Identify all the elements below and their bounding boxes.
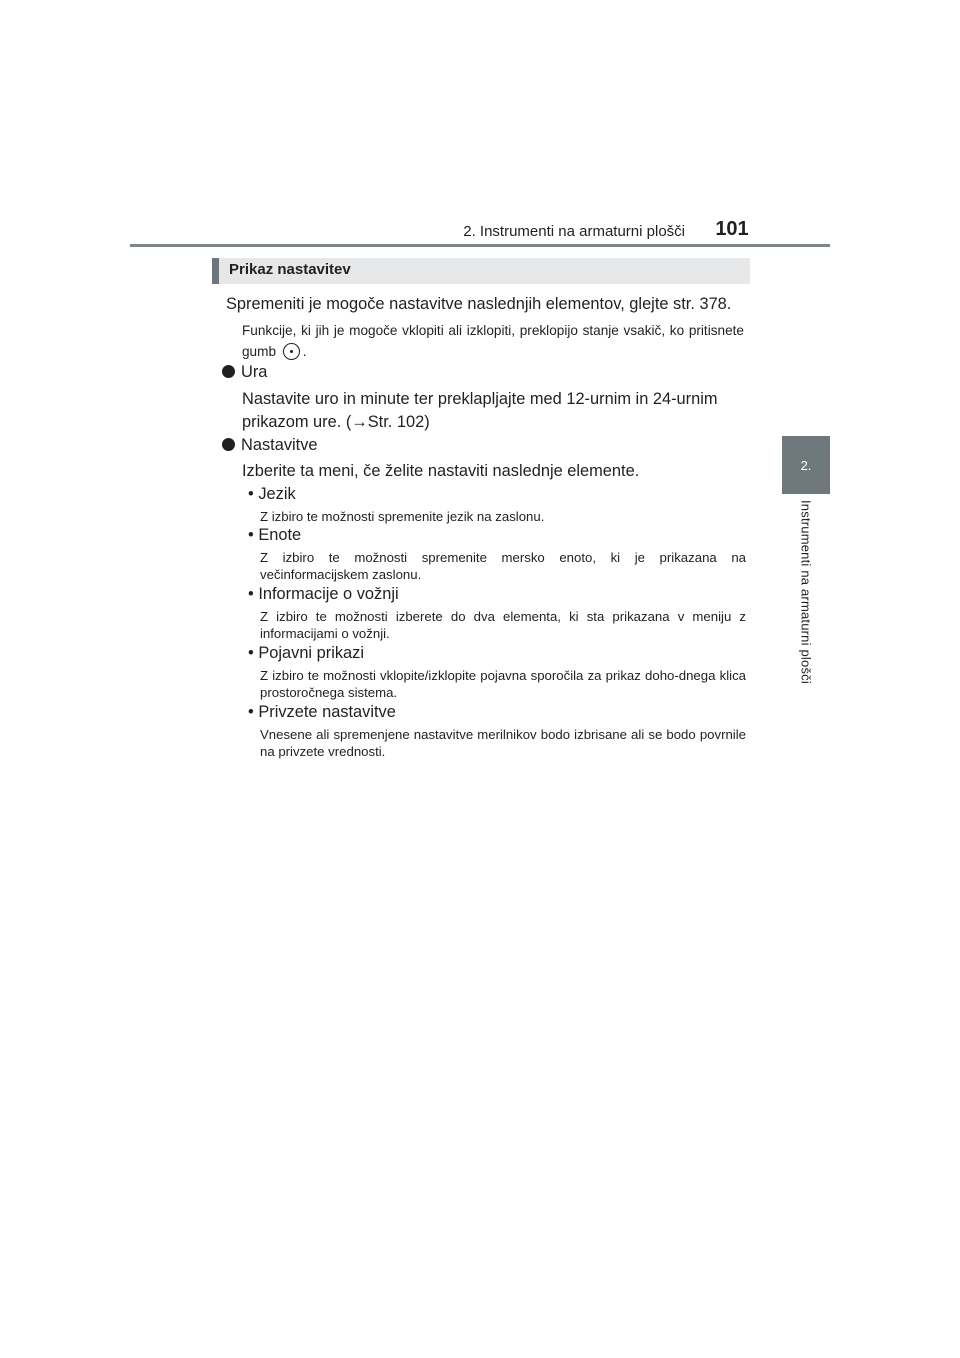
list-item-desc-ref-text: prikazom ure. ( bbox=[242, 413, 352, 431]
section-note bbox=[242, 320, 744, 362]
sub-item-popups bbox=[248, 643, 364, 663]
sub-item-title: Informacije o vožnji bbox=[258, 585, 399, 603]
list-item-title: Ura bbox=[241, 363, 268, 381]
sub-item-desc: Z izbiro te možnosti spremenite jezik na zaslonu. bbox=[260, 509, 545, 524]
bullet-dot-icon bbox=[222, 365, 235, 378]
chapter-tab[interactable] bbox=[782, 436, 830, 494]
sub-item-desc: Z izbiro te možnosti izberete do dva elementa, ki sta prikazana v meniju z informacijami o vožnji. bbox=[260, 609, 746, 641]
arrow-right-icon: → bbox=[351, 413, 368, 431]
section-title: Prikaz nastavitev bbox=[229, 261, 351, 278]
chapter-side-label-text: Instrumenti na armaturni plošči bbox=[798, 500, 814, 684]
list-item-clock bbox=[222, 361, 746, 383]
bullet-dot-icon bbox=[222, 438, 235, 451]
sub-item-title: Enote bbox=[258, 526, 302, 544]
sub-item-title: Privzete nastavitve bbox=[258, 703, 396, 721]
sub-item-title: Pojavni prikazi bbox=[258, 644, 364, 662]
page-number: 101 bbox=[715, 218, 749, 240]
sub-item-desc: Vnesene ali spremenjene nastavitve merilnikov bodo izbrisane ali se bodo povrnile na privzete vrednosti. bbox=[260, 727, 746, 759]
chapter-side-label bbox=[782, 500, 830, 730]
page-reference-link[interactable]: Str. 102) bbox=[367, 413, 430, 431]
sub-bullet: • bbox=[248, 526, 254, 544]
list-item-desc: Izberite ta meni, če želite nastaviti naslednje elemente. bbox=[242, 462, 640, 480]
sub-item-units bbox=[248, 525, 301, 545]
sub-bullet: • bbox=[248, 585, 254, 603]
section-intro: Spremeniti je mogoče nastavitve naslednjih elementov, glejte str. 378. bbox=[226, 295, 732, 313]
section-note-end: . bbox=[302, 344, 307, 359]
sub-item-desc: Z izbiro te možnosti spremenite mersko enoto, ki je prikazana na večinformacijskem zaslonu. bbox=[260, 550, 746, 582]
sub-item-drive-info bbox=[248, 584, 399, 604]
header-rule bbox=[130, 244, 830, 247]
sub-bullet: • bbox=[248, 644, 254, 662]
sub-item-desc: Z izbiro te možnosti vklopite/izklopite pojavna sporočila za prikaz doho-dnega klica prostoročnega sistema. bbox=[260, 668, 746, 700]
list-item-settings bbox=[222, 434, 746, 456]
section-heading bbox=[212, 258, 750, 284]
chapter-tab-number: 2. bbox=[800, 457, 812, 473]
circle-dot-button-icon bbox=[283, 343, 300, 360]
list-item-desc: Nastavite uro in minute ter preklapljajte med 12-urnim in 24-urnim bbox=[242, 390, 718, 408]
sub-bullet: • bbox=[248, 485, 254, 503]
sub-bullet: • bbox=[248, 703, 254, 721]
sub-item-defaults bbox=[248, 702, 396, 722]
sub-item-title: Jezik bbox=[258, 485, 296, 503]
section-note-text: Funkcije, ki jih je mogoče vklopiti ali izklopiti, preklopijo stanje vsakič, ko pritisnete gumb bbox=[242, 323, 744, 359]
list-item-desc-ref bbox=[242, 411, 744, 433]
list-item-title: Nastavitve bbox=[241, 436, 318, 454]
chapter-header: 2. Instrumenti na armaturni plošči bbox=[463, 223, 685, 240]
sub-item-language bbox=[248, 484, 296, 504]
